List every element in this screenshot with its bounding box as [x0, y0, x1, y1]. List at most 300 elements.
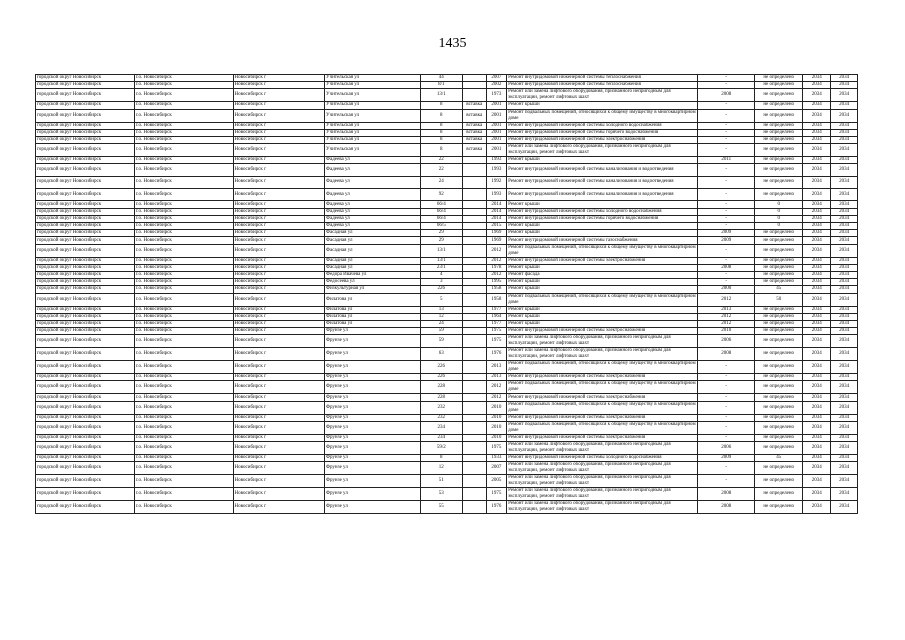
cell-house-number: 8/1	[420, 82, 462, 89]
cell-house-number: 12	[420, 462, 462, 475]
cell-district: г.о. Новосибирск	[134, 136, 233, 143]
cell-municipality: городской округ Новосибирск	[36, 488, 135, 501]
cell-building-part	[462, 82, 486, 89]
cell-municipality: городской округ Новосибирск	[36, 264, 135, 271]
cell-street: Учительская ул	[325, 75, 421, 82]
cell-municipality: городской округ Новосибирск	[36, 313, 135, 320]
cell-wear-percent: не определено	[755, 442, 803, 455]
cell-plan-year-start: 2034	[803, 462, 831, 475]
cell-plan-year-end: 2034	[831, 421, 858, 434]
cell-last-repair-year: 2009	[698, 237, 755, 244]
cell-street: Фадеева ул	[325, 164, 421, 176]
cell-plan-year-start: 2034	[803, 223, 831, 230]
cell-district: г.о. Новосибирск	[134, 320, 233, 327]
cell-last-repair-year: 2008	[698, 348, 755, 361]
cell-wear-percent: не определено	[755, 335, 803, 348]
cell-work-type: Ремонт или замена лифтового оборудования, признанного непригодным для эксплуатации, ремонт лифтовых шахт	[507, 89, 698, 102]
cell-last-repair-year: -	[698, 421, 755, 434]
cell-build-year: 2007	[486, 75, 507, 82]
cell-last-repair-year: 2012	[698, 293, 755, 306]
cell-house-number: 8	[420, 122, 462, 129]
cell-plan-year-end: 2034	[831, 286, 858, 293]
table-row	[36, 414, 858, 421]
cell-building-part	[462, 164, 486, 176]
cell-plan-year-end: 2034	[831, 306, 858, 313]
cell-build-year: 2010	[486, 401, 507, 414]
cell-plan-year-start: 2034	[803, 501, 831, 514]
cell-street: Фрунзе ул	[325, 455, 421, 462]
register-body	[36, 75, 858, 514]
cell-settlement: Новосибирск г	[233, 401, 325, 414]
cell-settlement: Новосибирск г	[233, 313, 325, 320]
cell-plan-year-start: 2034	[803, 286, 831, 293]
cell-last-repair-year: -	[698, 401, 755, 414]
cell-work-type: Ремонт внутридомовой инженерной системы электроснабжения	[507, 434, 698, 441]
cell-last-repair-year: -	[698, 201, 755, 208]
cell-plan-year-start: 2034	[803, 201, 831, 208]
cell-municipality: городской округ Новосибирск	[36, 122, 135, 129]
cell-settlement: Новосибирск г	[233, 421, 325, 434]
cell-plan-year-start: 2034	[803, 442, 831, 455]
cell-work-type: Ремонт подвальных помещений, относящихся к общему имуществу в многоквартирном доме	[507, 244, 698, 257]
cell-last-repair-year: -	[698, 208, 755, 215]
cell-plan-year-start: 2034	[803, 335, 831, 348]
cell-wear-percent: не определено	[755, 475, 803, 488]
cell-last-repair-year: -	[698, 394, 755, 401]
cell-plan-year-end: 2034	[831, 201, 858, 208]
cell-district: г.о. Новосибирск	[134, 279, 233, 286]
cell-work-type: Ремонт внутридомовой инженерной системы канализования и водоотведения	[507, 189, 698, 201]
cell-work-type: Ремонт или замена лифтового оборудования, признанного непригодным для эксплуатации, ремонт лифтовых шахт	[507, 475, 698, 488]
cell-building-part	[462, 89, 486, 102]
cell-municipality: городской округ Новосибирск	[36, 136, 135, 143]
cell-district: г.о. Новосибирск	[134, 361, 233, 374]
table-row	[36, 455, 858, 462]
cell-house-number: 8	[420, 455, 462, 462]
cell-build-year: 1975	[486, 442, 507, 455]
cell-street: Учительская ул	[325, 129, 421, 136]
cell-municipality: городской округ Новосибирск	[36, 157, 135, 164]
cell-wear-percent: не определено	[755, 434, 803, 441]
cell-wear-percent: не определено	[755, 271, 803, 278]
cell-house-number: 44	[420, 75, 462, 82]
cell-settlement: Новосибирск г	[233, 381, 325, 394]
cell-district: г.о. Новосибирск	[134, 244, 233, 257]
cell-settlement: Новосибирск г	[233, 335, 325, 348]
cell-house-number: 13/1	[420, 89, 462, 102]
cell-build-year: 1977	[486, 306, 507, 313]
cell-work-type: Ремонт внутридомовой инженерной системы теплоснабжения	[507, 82, 698, 89]
cell-work-type: Ремонт подвальных помещений, относящихся к общему имуществу в многоквартирном доме	[507, 109, 698, 122]
cell-plan-year-end: 2034	[831, 264, 858, 271]
cell-district: г.о. Новосибирск	[134, 201, 233, 208]
cell-building-part: вставка	[462, 129, 486, 136]
cell-last-repair-year: -	[698, 136, 755, 143]
cell-street: Фрунзе ул	[325, 361, 421, 374]
cell-build-year: 1958	[486, 286, 507, 293]
cell-settlement: Новосибирск г	[233, 293, 325, 306]
cell-street: Филатова ул	[325, 313, 421, 320]
table-row	[36, 488, 858, 501]
cell-house-number: 226	[420, 286, 462, 293]
table-row	[36, 320, 858, 327]
cell-last-repair-year: -	[698, 164, 755, 176]
cell-street: Фадеева ул	[325, 223, 421, 230]
cell-plan-year-start: 2034	[803, 157, 831, 164]
cell-work-type: Ремонт внутридомовой инженерной системы холодного водоснабжения	[507, 122, 698, 129]
cell-street: Фрунзе ул	[325, 501, 421, 514]
cell-street: Учительская ул	[325, 82, 421, 89]
cell-building-part	[462, 335, 486, 348]
cell-plan-year-start: 2034	[803, 421, 831, 434]
cell-street: Фрунзе ул	[325, 488, 421, 501]
cell-build-year: 2002	[486, 82, 507, 89]
cell-house-number: 66/4	[420, 201, 462, 208]
cell-plan-year-start: 2034	[803, 328, 831, 335]
cell-district: г.о. Новосибирск	[134, 381, 233, 394]
cell-build-year: 2013	[486, 361, 507, 374]
cell-house-number: 228	[420, 381, 462, 394]
cell-building-part	[462, 279, 486, 286]
cell-municipality: городской округ Новосибирск	[36, 442, 135, 455]
cell-plan-year-start: 2034	[803, 434, 831, 441]
cell-municipality: городской округ Новосибирск	[36, 189, 135, 201]
cell-building-part	[462, 374, 486, 381]
cell-plan-year-start: 2034	[803, 176, 831, 188]
cell-last-repair-year: -	[698, 271, 755, 278]
table-row	[36, 75, 858, 82]
cell-wear-percent: не определено	[755, 264, 803, 271]
cell-plan-year-end: 2034	[831, 381, 858, 394]
cell-street: Учительская ул	[325, 89, 421, 102]
cell-work-type: Ремонт внутридомовой инженерной системы электроснабжения	[507, 328, 698, 335]
cell-plan-year-end: 2034	[831, 109, 858, 122]
cell-last-repair-year: -	[698, 223, 755, 230]
cell-building-part	[462, 215, 486, 222]
cell-plan-year-end: 2034	[831, 361, 858, 374]
cell-plan-year-start: 2034	[803, 109, 831, 122]
table-row	[36, 306, 858, 313]
cell-municipality: городской округ Новосибирск	[36, 271, 135, 278]
cell-district: г.о. Новосибирск	[134, 215, 233, 222]
cell-last-repair-year: -	[698, 434, 755, 441]
table-row	[36, 136, 858, 143]
cell-work-type: Ремонт внутридомовой инженерной системы электроснабжения	[507, 257, 698, 264]
cell-last-repair-year: -	[698, 381, 755, 394]
cell-municipality: городской округ Новосибирск	[36, 89, 135, 102]
cell-wear-percent: не определено	[755, 164, 803, 176]
cell-wear-percent: не определено	[755, 401, 803, 414]
cell-district: г.о. Новосибирск	[134, 102, 233, 109]
table-row	[36, 164, 858, 176]
cell-municipality: городской округ Новосибирск	[36, 129, 135, 136]
cell-street: Учительская ул	[325, 122, 421, 129]
cell-wear-percent: 0	[755, 201, 803, 208]
table-row	[36, 215, 858, 222]
cell-district: г.о. Новосибирск	[134, 223, 233, 230]
cell-plan-year-end: 2034	[831, 223, 858, 230]
cell-plan-year-end: 2034	[831, 501, 858, 514]
cell-wear-percent: не определено	[755, 381, 803, 394]
cell-house-number: 63	[420, 348, 462, 361]
cell-build-year: 1993	[486, 164, 507, 176]
table-row	[36, 176, 858, 188]
cell-wear-percent: не определено	[755, 414, 803, 421]
cell-district: г.о. Новосибирск	[134, 401, 233, 414]
cell-build-year: 2001	[486, 102, 507, 109]
cell-street: Федора Ивачева ул	[325, 271, 421, 278]
cell-last-repair-year: -	[698, 109, 755, 122]
cell-plan-year-start: 2034	[803, 136, 831, 143]
cell-street: Фадеева ул	[325, 157, 421, 164]
cell-build-year: 2001	[486, 136, 507, 143]
cell-plan-year-start: 2034	[803, 475, 831, 488]
cell-settlement: Новосибирск г	[233, 82, 325, 89]
cell-wear-percent: не определено	[755, 320, 803, 327]
table-row	[36, 374, 858, 381]
table-row	[36, 394, 858, 401]
cell-house-number: 228	[420, 394, 462, 401]
cell-municipality: городской округ Новосибирск	[36, 462, 135, 475]
cell-wear-percent: 0	[755, 223, 803, 230]
cell-municipality: городской округ Новосибирск	[36, 176, 135, 188]
cell-work-type: Ремонт внутридомовой инженерной системы электроснабжения	[507, 394, 698, 401]
table-row	[36, 361, 858, 374]
cell-building-part	[462, 189, 486, 201]
cell-work-type: Ремонт подвальных помещений, относящихся к общему имуществу в многоквартирном доме	[507, 293, 698, 306]
cell-house-number: 13/1	[420, 244, 462, 257]
cell-settlement: Новосибирск г	[233, 257, 325, 264]
cell-street: Фрунзе ул	[325, 434, 421, 441]
cell-last-repair-year: -	[698, 414, 755, 421]
cell-settlement: Новосибирск г	[233, 455, 325, 462]
cell-settlement: Новосибирск г	[233, 144, 325, 157]
cell-street: Фадеева ул	[325, 176, 421, 188]
cell-district: г.о. Новосибирск	[134, 144, 233, 157]
cell-wear-percent: не определено	[755, 129, 803, 136]
cell-building-part	[462, 313, 486, 320]
cell-work-type: Ремонт внутридомовой инженерной системы горячего водоснабжения	[507, 129, 698, 136]
cell-house-number: 8	[420, 109, 462, 122]
cell-last-repair-year: 2013	[698, 306, 755, 313]
cell-district: г.о. Новосибирск	[134, 75, 233, 82]
table-row	[36, 328, 858, 335]
cell-settlement: Новосибирск г	[233, 286, 325, 293]
cell-district: г.о. Новосибирск	[134, 176, 233, 188]
cell-plan-year-end: 2034	[831, 293, 858, 306]
cell-settlement: Новосибирск г	[233, 223, 325, 230]
cell-building-part: вставка	[462, 102, 486, 109]
cell-house-number: 59	[420, 335, 462, 348]
cell-municipality: городской округ Новосибирск	[36, 237, 135, 244]
cell-street: Фрунзе ул	[325, 442, 421, 455]
cell-street: Фрунзе ул	[325, 374, 421, 381]
cell-house-number: 53	[420, 488, 462, 501]
cell-street: Фадеева ул	[325, 208, 421, 215]
cell-wear-percent: не определено	[755, 348, 803, 361]
cell-plan-year-start: 2034	[803, 75, 831, 82]
cell-district: г.о. Новосибирск	[134, 189, 233, 201]
cell-district: г.о. Новосибирск	[134, 348, 233, 361]
cell-plan-year-start: 2034	[803, 271, 831, 278]
cell-district: г.о. Новосибирск	[134, 455, 233, 462]
cell-street: Фасадная ул	[325, 244, 421, 257]
cell-work-type: Ремонт крыши	[507, 286, 698, 293]
cell-district: г.о. Новосибирск	[134, 89, 233, 102]
cell-plan-year-start: 2034	[803, 122, 831, 129]
cell-plan-year-end: 2034	[831, 488, 858, 501]
cell-work-type: Ремонт или замена лифтового оборудования, признанного непригодным для эксплуатации, ремонт лифтовых шахт	[507, 488, 698, 501]
cell-district: г.о. Новосибирск	[134, 434, 233, 441]
cell-settlement: Новосибирск г	[233, 164, 325, 176]
table-row	[36, 475, 858, 488]
table-row	[36, 157, 858, 164]
cell-build-year: 2014	[486, 201, 507, 208]
cell-plan-year-start: 2034	[803, 164, 831, 176]
cell-municipality: городской округ Новосибирск	[36, 102, 135, 109]
cell-last-repair-year: -	[698, 129, 755, 136]
cell-plan-year-end: 2034	[831, 208, 858, 215]
cell-settlement: Новосибирск г	[233, 320, 325, 327]
cell-district: г.о. Новосибирск	[134, 264, 233, 271]
cell-street: Физкультурная ул	[325, 286, 421, 293]
cell-work-type: Ремонт подвальных помещений, относящихся к общему имуществу в многоквартирном доме	[507, 421, 698, 434]
cell-wear-percent: не определено	[755, 157, 803, 164]
cell-plan-year-start: 2034	[803, 381, 831, 394]
cell-last-repair-year: -	[698, 122, 755, 129]
cell-street: Фасадная ул	[325, 237, 421, 244]
cell-building-part: вставка	[462, 122, 486, 129]
cell-building-part	[462, 328, 486, 335]
cell-wear-percent: не определено	[755, 244, 803, 257]
cell-build-year: 2012	[486, 394, 507, 401]
cell-plan-year-start: 2034	[803, 394, 831, 401]
cell-work-type: Ремонт крыши	[507, 306, 698, 313]
cell-wear-percent: не определено	[755, 102, 803, 109]
cell-building-part	[462, 462, 486, 475]
table-row	[36, 434, 858, 441]
cell-district: г.о. Новосибирск	[134, 230, 233, 237]
cell-plan-year-end: 2034	[831, 215, 858, 222]
cell-work-type: Ремонт или замена лифтового оборудования, признанного непригодным для эксплуатации, ремонт лифтовых шахт	[507, 335, 698, 348]
cell-build-year: 1975	[486, 328, 507, 335]
cell-municipality: городской округ Новосибирск	[36, 244, 135, 257]
table-row	[36, 201, 858, 208]
table-row	[36, 421, 858, 434]
cell-wear-percent: не определено	[755, 82, 803, 89]
cell-building-part	[462, 223, 486, 230]
cell-plan-year-start: 2034	[803, 264, 831, 271]
table-row	[36, 293, 858, 306]
cell-settlement: Новосибирск г	[233, 462, 325, 475]
cell-build-year: 1975	[486, 335, 507, 348]
cell-building-part: вставка	[462, 144, 486, 157]
cell-wear-percent: 45	[755, 455, 803, 462]
cell-house-number: 3	[420, 279, 462, 286]
cell-plan-year-start: 2034	[803, 102, 831, 109]
cell-last-repair-year: 2009	[698, 230, 755, 237]
cell-wear-percent: не определено	[755, 279, 803, 286]
cell-build-year: 2010	[486, 434, 507, 441]
cell-build-year: 2014	[486, 208, 507, 215]
cell-wear-percent: не определено	[755, 122, 803, 129]
cell-plan-year-end: 2034	[831, 189, 858, 201]
cell-settlement: Новосибирск г	[233, 201, 325, 208]
cell-house-number: 5	[420, 293, 462, 306]
cell-work-type: Ремонт крыши	[507, 230, 698, 237]
cell-plan-year-end: 2034	[831, 237, 858, 244]
cell-last-repair-year: 2009	[698, 455, 755, 462]
cell-municipality: городской округ Новосибирск	[36, 455, 135, 462]
cell-street: Фасадная ул	[325, 264, 421, 271]
cell-municipality: городской округ Новосибирск	[36, 374, 135, 381]
cell-wear-percent: не определено	[755, 237, 803, 244]
cell-last-repair-year: 2010	[698, 328, 755, 335]
cell-settlement: Новосибирск г	[233, 442, 325, 455]
cell-wear-percent: не определено	[755, 230, 803, 237]
table-row	[36, 348, 858, 361]
cell-municipality: городской округ Новосибирск	[36, 286, 135, 293]
cell-plan-year-end: 2034	[831, 129, 858, 136]
table-row	[36, 129, 858, 136]
cell-settlement: Новосибирск г	[233, 394, 325, 401]
cell-house-number: 59/2	[420, 442, 462, 455]
cell-last-repair-year: 2008	[698, 89, 755, 102]
cell-street: Фадеева ул	[325, 189, 421, 201]
cell-plan-year-start: 2034	[803, 293, 831, 306]
cell-wear-percent: не определено	[755, 313, 803, 320]
cell-build-year: 1978	[486, 264, 507, 271]
cell-build-year: 1976	[486, 348, 507, 361]
cell-wear-percent: 0	[755, 208, 803, 215]
cell-plan-year-start: 2034	[803, 279, 831, 286]
cell-plan-year-end: 2034	[831, 157, 858, 164]
cell-wear-percent: не определено	[755, 136, 803, 143]
cell-last-repair-year: 2006	[698, 335, 755, 348]
cell-plan-year-start: 2034	[803, 244, 831, 257]
cell-street: Фрунзе ул	[325, 348, 421, 361]
cell-plan-year-end: 2034	[831, 328, 858, 335]
cell-build-year: 2015	[486, 223, 507, 230]
cell-work-type: Ремонт подвальных помещений, относящихся к общему имуществу в многоквартирном доме	[507, 401, 698, 414]
cell-street: Фрунзе ул	[325, 401, 421, 414]
cell-build-year: 2001	[486, 109, 507, 122]
cell-last-repair-year: 2006	[698, 442, 755, 455]
cell-district: г.о. Новосибирск	[134, 414, 233, 421]
cell-district: г.о. Новосибирск	[134, 442, 233, 455]
cell-work-type: Ремонт внутридомовой инженерной системы канализования и водоотведения	[507, 164, 698, 176]
cell-wear-percent: не определено	[755, 176, 803, 188]
cell-house-number: 226	[420, 361, 462, 374]
cell-building-part	[462, 237, 486, 244]
cell-build-year: 1973	[486, 89, 507, 102]
cell-house-number: 234	[420, 421, 462, 434]
cell-build-year: 2001	[486, 122, 507, 129]
table-row	[36, 109, 858, 122]
cell-last-repair-year: 2011	[698, 157, 755, 164]
cell-district: г.о. Новосибирск	[134, 257, 233, 264]
cell-settlement: Новосибирск г	[233, 237, 325, 244]
cell-building-part: вставка	[462, 136, 486, 143]
cell-plan-year-end: 2034	[831, 348, 858, 361]
cell-plan-year-start: 2034	[803, 144, 831, 157]
cell-building-part	[462, 176, 486, 188]
cell-house-number: 29	[420, 230, 462, 237]
cell-build-year: 1976	[486, 501, 507, 514]
cell-last-repair-year: -	[698, 189, 755, 201]
table-row	[36, 401, 858, 414]
cell-build-year: 2010	[486, 421, 507, 434]
